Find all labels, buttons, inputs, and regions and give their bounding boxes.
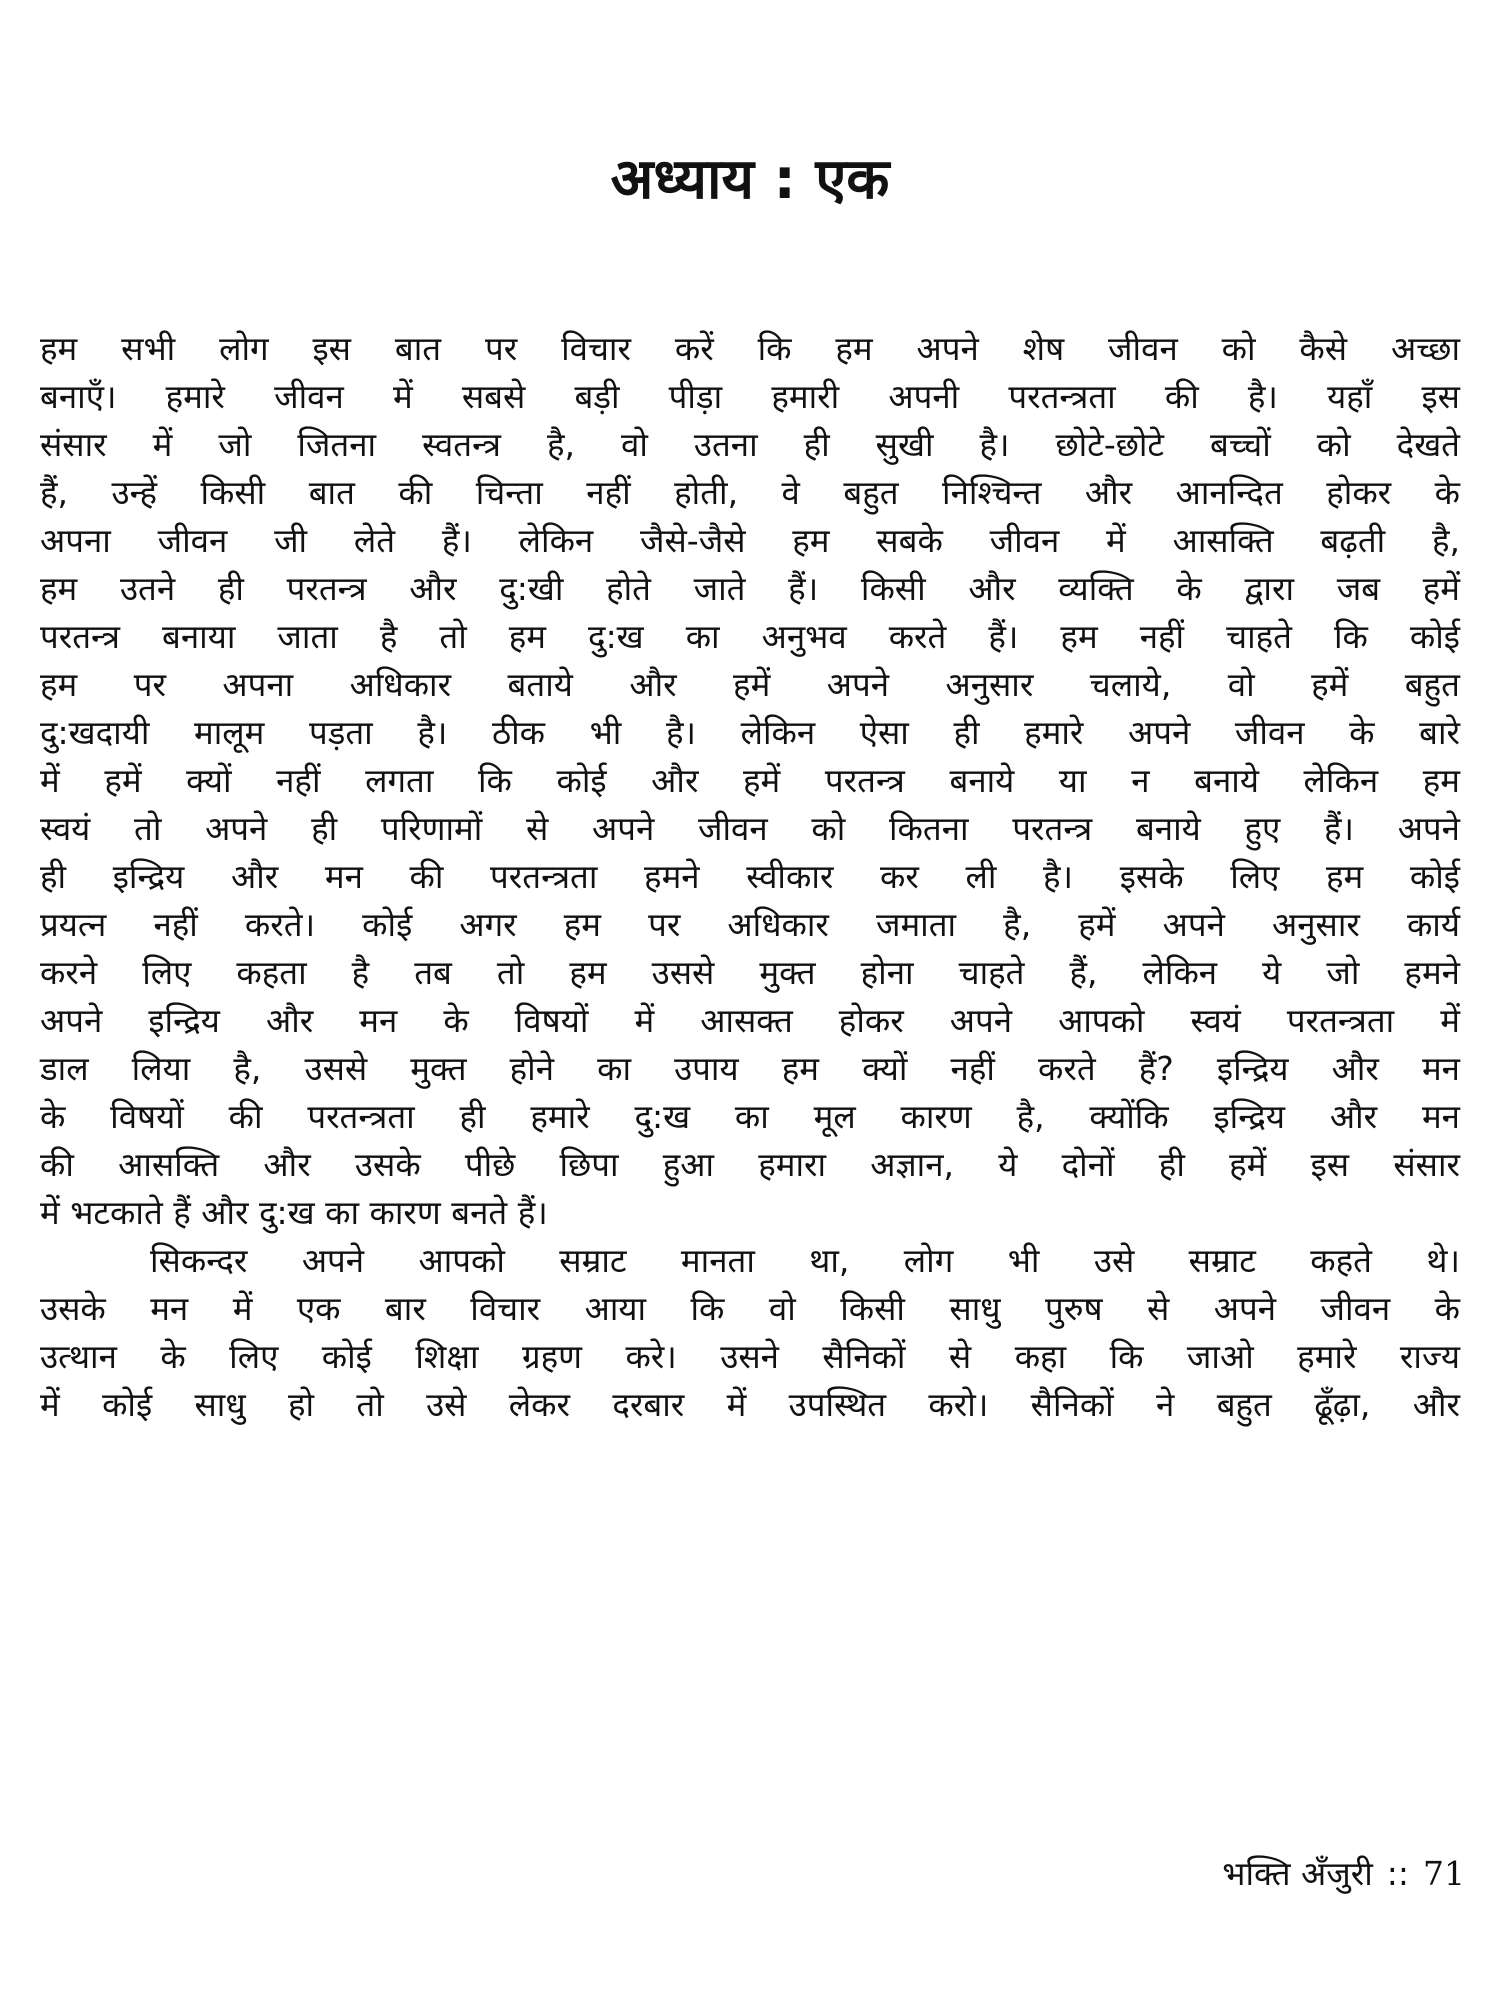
text-line: हम सभी लोग इस बात पर विचार करें कि हम अपने शेष जीवन को कैसे अच्छा: [40, 329, 1460, 368]
text-line: स्वयं तो अपने ही परिणामों से अपने जीवन को कितना परतन्त्र बनाये हुए हैं। अपने: [40, 809, 1460, 848]
body-text: [40, 325, 1460, 1429]
text-line: अपना जीवन जी लेते हैं। लेकिन जैसे-जैसे हम सबके जीवन में आसक्ति बढ़ती है,: [40, 521, 1460, 560]
text-line: उसके मन में एक बार विचार आया कि वो किसी साधु पुरुष से अपने जीवन के: [40, 1289, 1460, 1328]
text-line: हम पर अपना अधिकार बताये और हमें अपने अनुसार चलाये, वो हमें बहुत: [40, 665, 1460, 704]
text-line: दु:खदायी मालूम पड़ता है। ठीक भी है। लेकिन ऐसा ही हमारे अपने जीवन के बारे: [40, 713, 1460, 752]
chapter-title: अध्याय : एक: [610, 147, 890, 212]
text-line: सिकन्दर अपने आपको सम्राट मानता था, लोग भी उसे सम्राट कहते थे।: [150, 1241, 1460, 1280]
book-title: भक्ति अँजुरी: [1222, 1854, 1373, 1893]
text-line: संसार में जो जितना स्वतन्त्र है, वो उतना ही सुखी है। छोटे-छोटे बच्चों को देखते: [40, 425, 1460, 464]
text-line: अपने इन्द्रिय और मन के विषयों में आसक्त होकर अपने आपको स्वयं परतन्त्रता में: [40, 1001, 1460, 1040]
paragraph-2: [40, 1237, 1460, 1429]
text-line: में भटकाते हैं और दु:ख का कारण बनते हैं।: [40, 1193, 548, 1232]
text-line: हैं, उन्हें किसी बात की चिन्ता नहीं होती, वे बहुत निश्चिन्त और आनन्दित होकर के: [40, 473, 1460, 512]
page-footer: [1222, 1850, 1465, 1898]
text-line: में कोई साधु हो तो उसे लेकर दरबार में उपस्थित करो। सैनिकों ने बहुत ढूँढ़ा, और: [40, 1385, 1460, 1424]
text-line: ही इन्द्रिय और मन की परतन्त्रता हमने स्वीकार कर ली है। इसके लिए हम कोई: [40, 857, 1460, 896]
text-line: करने लिए कहता है तब तो हम उससे मुक्त होना चाहते हैं, लेकिन ये जो हमने: [40, 953, 1460, 992]
text-line: उत्थान के लिए कोई शिक्षा ग्रहण करे। उसने सैनिकों से कहा कि जाओ हमारे राज्य: [40, 1337, 1460, 1376]
text-line: में हमें क्यों नहीं लगता कि कोई और हमें परतन्त्र बनाये या न बनाये लेकिन हम: [40, 761, 1460, 800]
page-number: 71: [1423, 1854, 1465, 1893]
text-line: की आसक्ति और उसके पीछे छिपा हुआ हमारा अज्ञान, ये दोनों ही हमें इस संसार: [40, 1145, 1460, 1184]
text-line: परतन्त्र बनाया जाता है तो हम दु:ख का अनुभव करते हैं। हम नहीं चाहते कि कोई: [40, 617, 1460, 656]
paragraph-1: [40, 325, 1460, 1237]
text-line: के विषयों की परतन्त्रता ही हमारे दु:ख का मूल कारण है, क्योंकि इन्द्रिय और मन: [40, 1097, 1460, 1136]
text-line: प्रयत्न नहीं करते। कोई अगर हम पर अधिकार जमाता है, हमें अपने अनुसार कार्य: [40, 905, 1460, 944]
text-line: हम उतने ही परतन्त्र और दु:खी होते जाते हैं। किसी और व्यक्ति के द्वारा जब हमें: [40, 569, 1460, 608]
text-line: डाल लिया है, उससे मुक्त होने का उपाय हम क्यों नहीं करते हैं? इन्द्रिय और मन: [40, 1049, 1460, 1088]
text-line: बनाएँ। हमारे जीवन में सबसे बड़ी पीड़ा हमारी अपनी परतन्त्रता की है। यहाँ इस: [40, 377, 1460, 416]
footer-separator: ::: [1386, 1854, 1409, 1893]
